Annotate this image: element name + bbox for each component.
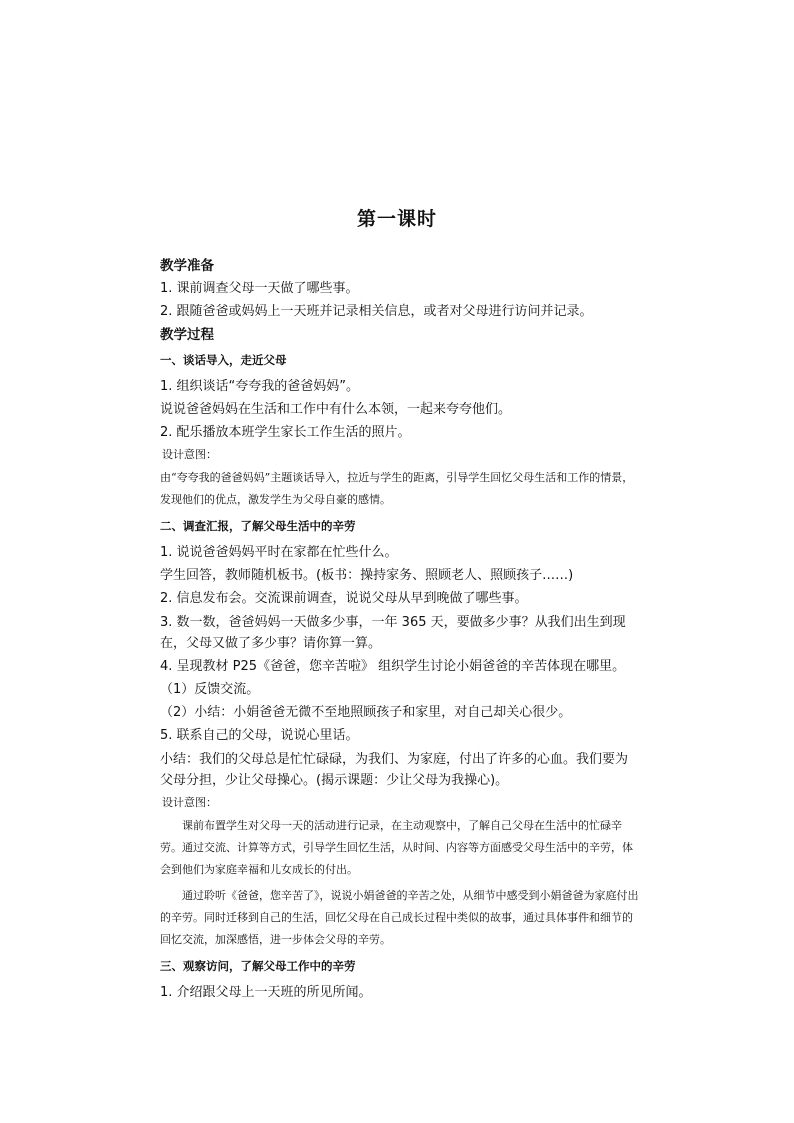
section-2-design-text-1: 课前布置学生对父母一天的活动进行记录，在主动观察中，了解自己父母在生活中的忙碌辛劳。通过交流、计算等方式，引导学生回忆生活，从时间、内容等方面感受父母生活中的辛劳，体会到他们为家庭幸福和儿女成长的付出。 — [160, 819, 633, 876]
section-2-para-3: 3. 数一数，爸爸妈妈一天做多少事，一年 365 天，要做多少事？从我们出生到现在，父母又做了多少事？请你算一算。 — [160, 615, 626, 651]
section-2-line-1: 1. 说说爸爸妈妈平时在家都在忙些什么。 — [160, 545, 398, 560]
section-1-line-3: 2. 配乐播放本班学生家长工作生活的照片。 — [160, 425, 411, 440]
prep-item-1: 1. 课前调查父母一天做了哪些事。 — [160, 281, 359, 296]
document-body — [160, 256, 640, 1006]
prep-heading: 教学准备 — [160, 258, 214, 274]
section-1-line-1: 1. 组织谈话“夸夸我的爸爸妈妈”。 — [160, 379, 360, 394]
section-3-heading: 三、观察访问，了解父母工作中的辛劳 — [160, 959, 356, 973]
section-1-design-text: 由“夸夸我的爸爸妈妈”主题谈话导入，拉近与学生的距离，引导学生回忆父母生活和工作的情景，发现他们的优点，激发学生为父母自豪的感情。 — [160, 471, 634, 506]
section-2-line-3: 2. 信息发布会。交流课前调查，说说父母从早到晚做了哪些事。 — [160, 591, 528, 606]
section-1-heading: 一、谈话导入，走近父母 — [160, 353, 287, 367]
section-2-summary: 小结：我们的父母总是忙忙碌碌，为我们、为家庭，付出了许多的心血。我们要为父母分担，少让父母操心。(揭示课题：少让父母为我操心)。 — [160, 752, 629, 788]
section-2-design-label: 设计意图： — [162, 796, 217, 809]
section-2-line-5: 5. 联系自己的父母，说说心里话。 — [160, 728, 359, 743]
section-3-line-1: 1. 介绍跟父母上一天班的所见所闻。 — [160, 985, 372, 1000]
section-2-heading: 二、调查汇报，了解父母生活中的辛劳 — [160, 519, 356, 533]
page-title: 第一课时 — [356, 208, 437, 230]
section-2-line-4: 4. 呈现教材 P25《爸爸，您辛苦啦》 组织学生讨论小娟爸爸的辛苦体现在哪里。 — [160, 659, 626, 674]
section-2-design-text-2: 通过聆听《爸爸，您辛苦了》，说说小娟爸爸的辛苦之处，从细节中感受到小娟爸爸为家庭付出的辛劳。同时迁移到自己的生活，回忆父母在自己成长过程中类似的故事，通过具体事件和细节的回忆交流，加深感悟，进一步体会父母的辛劳。 — [160, 889, 639, 946]
section-1-design-label: 设计意图： — [162, 448, 217, 461]
section-1-line-2: 说说爸爸妈妈在生活和工作中有什么本领，一起来夸夸他们。 — [160, 402, 512, 417]
prep-item-2: 2. 跟随爸爸或妈妈上一天班并记录相关信息，或者对父母进行访问并记录。 — [160, 304, 593, 319]
process-heading: 教学过程 — [160, 327, 214, 343]
section-2-sub-2: （2）小结：小娟爸爸无微不至地照顾孩子和家里，对自己却关心很少。 — [160, 705, 572, 720]
section-2-sub-1: （1）反馈交流。 — [160, 682, 260, 697]
section-2-line-2: 学生回答，教师随机板书。(板书：操持家务、照顾老人、照顾孩子……) — [160, 568, 574, 583]
